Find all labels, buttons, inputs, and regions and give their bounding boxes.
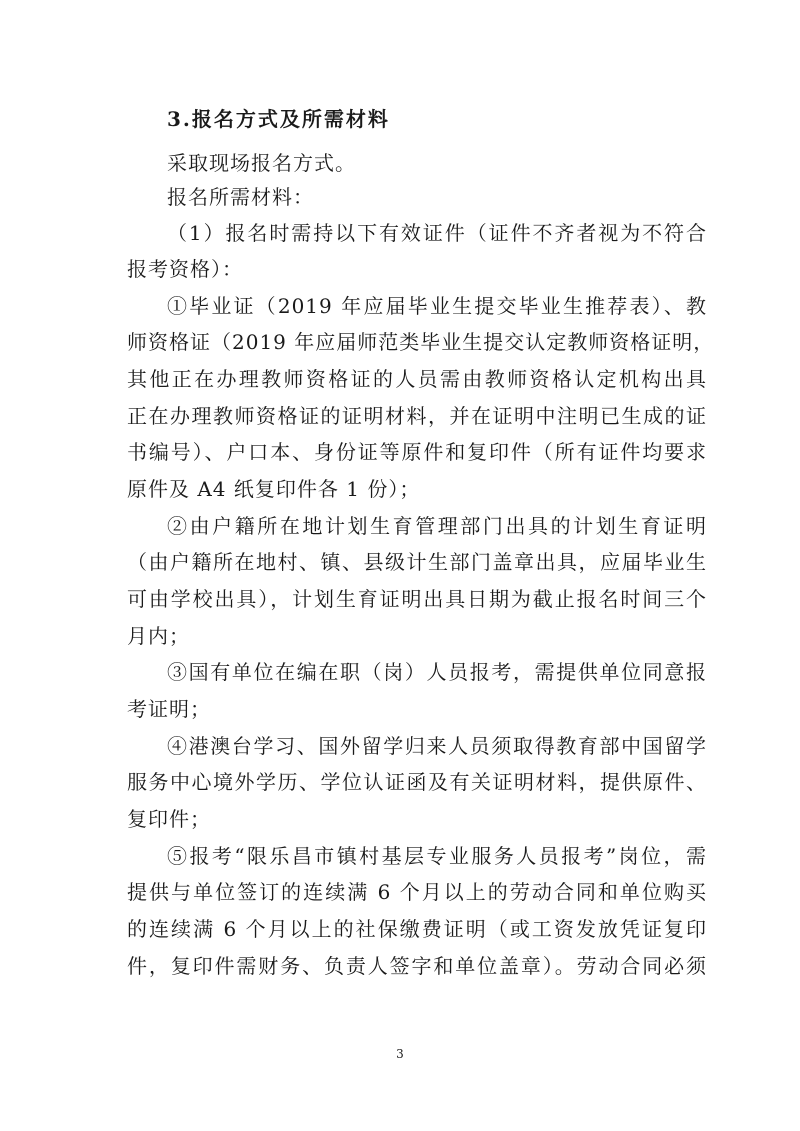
paragraph-line: 其他正在办理教师资格证的人员需由教师资格认定机构出具 bbox=[127, 367, 707, 391]
paragraph-line: ⑤报考“限乐昌市镇村基层专业服务人员报考”岗位，需 bbox=[167, 844, 707, 868]
paragraph-line: ④港澳台学习、国外留学归来人员须取得教育部中国留学 bbox=[167, 734, 707, 758]
section-heading: 3.报名方式及所需材料 bbox=[167, 107, 390, 131]
page-number: 3 bbox=[396, 1047, 404, 1061]
paragraph-line: ②由户籍所在地计划生育管理部门出具的计划生育证明 bbox=[167, 514, 707, 538]
paragraph-line: 报考资格）： bbox=[127, 257, 243, 281]
paragraph-line: 报名所需材料： bbox=[167, 185, 314, 209]
paragraph-line: 月内； bbox=[127, 624, 190, 648]
paragraph-line: 正在办理教师资格证的证明材料，并在证明中注明已生成的证 bbox=[127, 404, 707, 428]
paragraph-line: ①毕业证（2019 年应届毕业生提交毕业生推荐表）、教 bbox=[167, 294, 707, 318]
paragraph-line: （1）报名时需持以下有效证件（证件不齐者视为不符合 bbox=[167, 221, 707, 245]
paragraph-line: 服务中心境外学历、学位认证函及有关证明材料，提供原件、 bbox=[127, 770, 707, 794]
paragraph-line: 原件及 A4 纸复印件各 1 份）； bbox=[127, 477, 421, 501]
paragraph-line: 复印件； bbox=[127, 807, 211, 831]
paragraph-line: 件，复印件需财务、负责人签字和单位盖章）。劳动合同必须 bbox=[127, 954, 707, 978]
paragraph-line: 提供与单位签订的连续满 6 个月以上的劳动合同和单位购买 bbox=[127, 880, 707, 904]
paragraph-line: 书编号）、户口本、身份证等原件和复印件（所有证件均要求 bbox=[127, 440, 707, 464]
paragraph-line: ③国有单位在编在职（岗）人员报考，需提供单位同意报 bbox=[167, 660, 707, 684]
paragraph-line: 可由学校出具），计划生育证明出具日期为截止报名时间三个 bbox=[127, 587, 707, 611]
paragraph-line: 的连续满 6 个月以上的社保缴费证明（或工资发放凭证复印 bbox=[127, 917, 707, 941]
paragraph-line: （由户籍所在地村、镇、县级计生部门盖章出具，应届毕业生 bbox=[127, 550, 707, 574]
paragraph-line: 考证明； bbox=[127, 697, 211, 721]
paragraph-line: 采取现场报名方式。 bbox=[167, 151, 356, 175]
paragraph-line: 师资格证（2019 年应届师范类毕业生提交认定教师资格证明， bbox=[127, 330, 715, 354]
